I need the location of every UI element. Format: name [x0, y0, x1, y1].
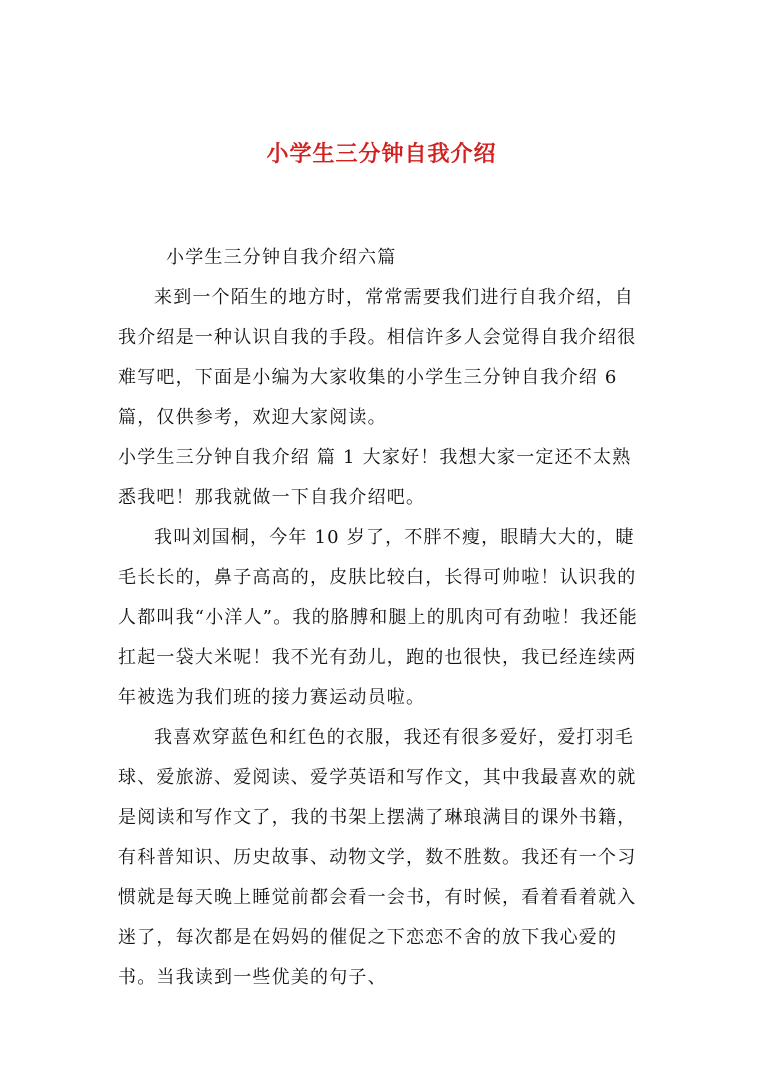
document-subheading: 小学生三分钟自我介绍六篇: [166, 247, 397, 268]
paragraph-intro: 来到一个陌生的地方时，常常需要我们进行自我介绍，自我介绍是一种认识自我的手段。相信许多人会觉得自我介绍很难写吧，下面是小编为大家收集的小学生三分钟自我介绍 6 篇，仅供参考，欢迎大家阅读。: [118, 287, 637, 428]
paragraph-section-1-heading: 小学生三分钟自我介绍 篇 1 大家好！我想大家一定还不太熟悉我吧！那我就做一下自我介绍吧。: [118, 447, 632, 508]
document-title: 小学生三分钟自我介绍: [266, 141, 497, 167]
paragraph-hobbies: 我喜欢穿蓝色和红色的衣服，我还有很多爱好，爱打羽毛球、爱旅游、爱阅读、爱学英语和写作文，其中我最喜欢的就是阅读和写作文了，我的书架上摆满了琳琅满目的课外书籍，有科普知识、历史故事、动物文学，数不胜数。我还有一个习惯就是每天晚上睡觉前都会看一会书，有时候，看着看着就入迷了，每次都是在妈妈的催促之下恋恋不舍的放下我心爱的书。当我读到一些优美的句子、: [118, 727, 637, 988]
document-body: [118, 238, 638, 998]
paragraph-self-description: 我叫刘国桐，今年 10 岁了，不胖不瘦，眼睛大大的，睫毛长长的，鼻子高高的，皮肤比较白，长得可帅啦！认识我的人都叫我“小洋人”。我的胳膊和腿上的肌肉可有劲啦！我还能扛起一袋大米呢！我不光有劲儿，跑的也很快，我已经连续两年被选为我们班的接力赛运动员啦。: [118, 527, 639, 708]
